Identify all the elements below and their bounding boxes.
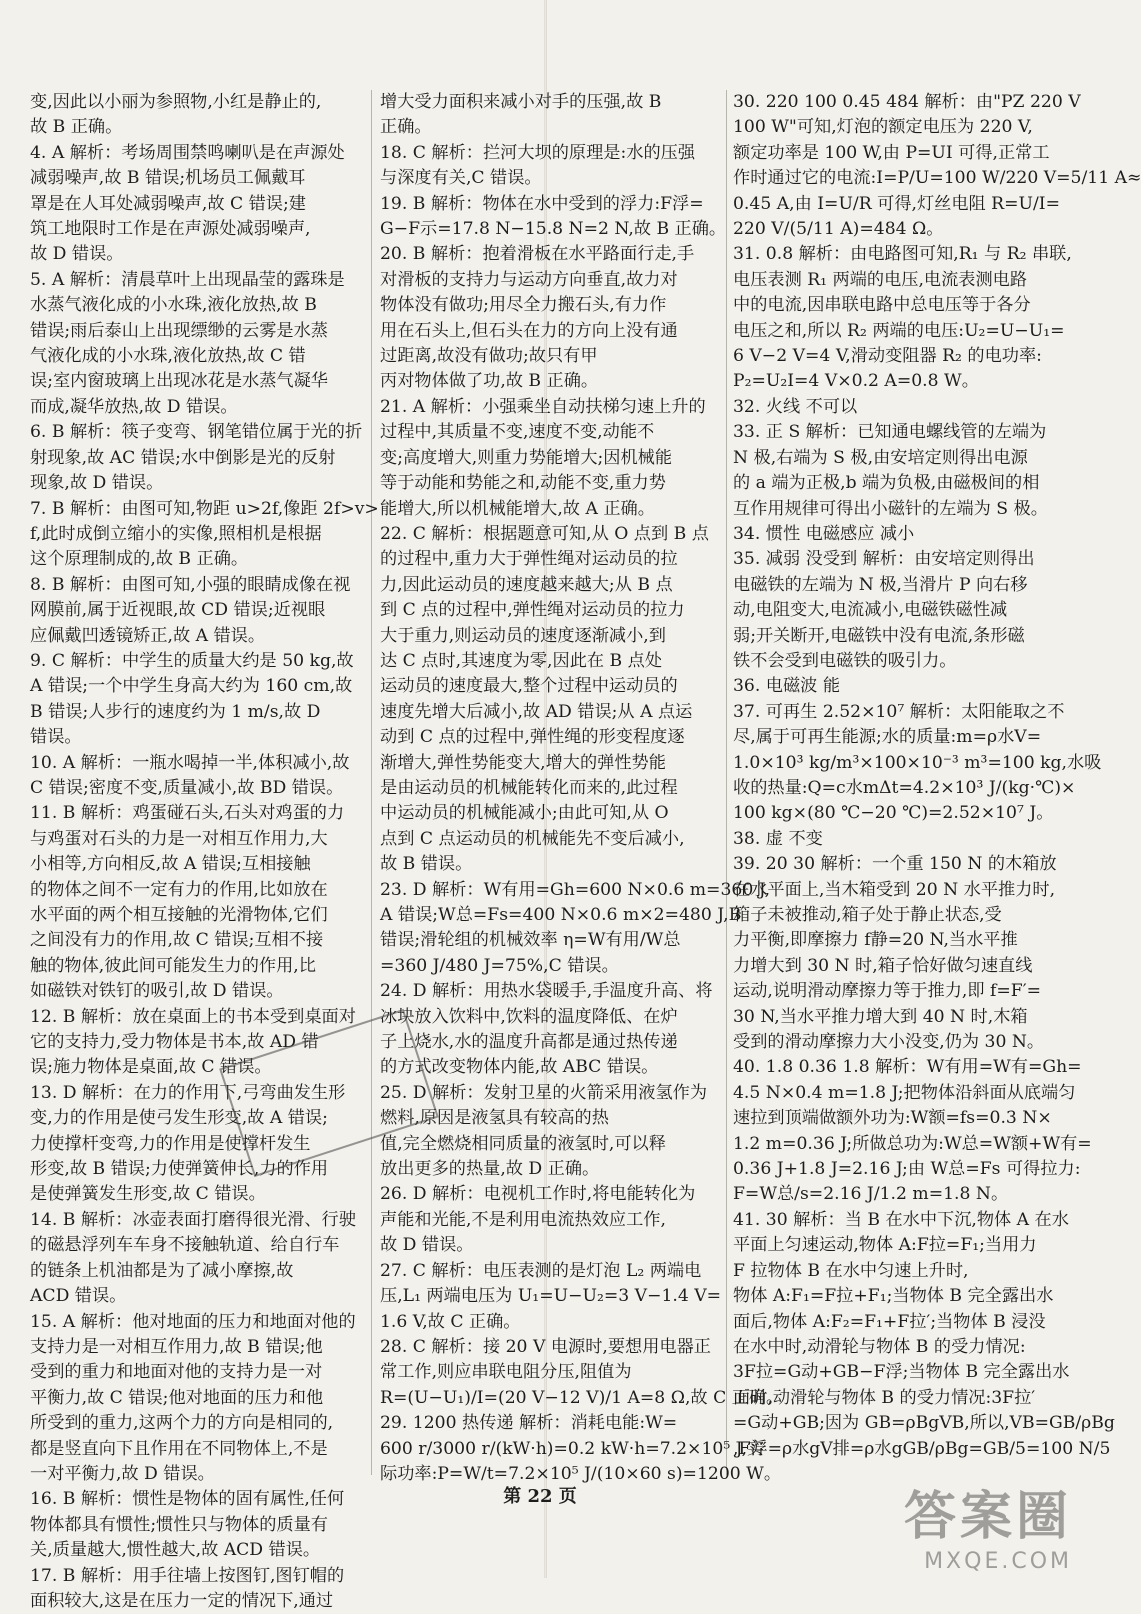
answer-line: 6. B 解析：筷子变弯、钢笔错位属于光的折 <box>30 422 363 443</box>
answer-line: F 拉物体 B 在水中匀速上升时, <box>733 1260 969 1281</box>
answer-line: 17. B 解析：用手往墙上按图钉,图钉帽的 <box>30 1565 345 1586</box>
answer-line: 3F拉=G动+GB−F浮;当物体 B 完全露出水 <box>733 1362 1070 1383</box>
answer-line: 而成,凝华放热,故 D 错误。 <box>30 396 238 417</box>
answer-line: 1.2 m=0.36 J;所做总功为:W总=W额+W有= <box>733 1133 1092 1154</box>
answer-line: 31. 0.8 解析：由电路图可知,R₁ 与 R₂ 串联, <box>733 244 1072 265</box>
answer-line: 铁不会受到电磁铁的吸引力。 <box>733 650 957 671</box>
answer-line: 一对平衡力,故 D 错误。 <box>30 1463 215 1484</box>
answer-line: 受到的滑动摩擦力大小没变,仍为 30 N。 <box>733 1032 1045 1053</box>
answer-line: 14. B 解析：冰壶表面打磨得很光滑、行驶 <box>30 1209 356 1230</box>
answer-line: 37. 可再生 2.52×10⁷ 解析：太阳能取之不 <box>733 701 1065 722</box>
answer-line: 际功率:P=W/t=7.2×10⁵ J/(10×60 s)=1200 W。 <box>380 1463 782 1484</box>
answer-line: 受到的重力和地面对他的支持力是一对 <box>30 1362 323 1383</box>
answer-line: 箱子未被推动,箱子处于静止状态,受 <box>733 905 1002 925</box>
answer-line: 30 N,当水平推力增大到 40 N 时,木箱 <box>733 1006 1028 1027</box>
answer-line: 平衡力,故 C 错误;他对地面的压力和他 <box>30 1387 324 1408</box>
answer-line: 声能和光能,不是利用电流热效应工作, <box>380 1209 666 1230</box>
answer-line: 面时,动滑轮与物体 B 的受力情况:3F拉′ <box>733 1387 1036 1408</box>
answer-line: 等于动能和势能之和,动能不变,重力势 <box>380 473 666 494</box>
answer-line: 减弱噪声,故 B 错误;机场员工佩戴耳 <box>30 168 306 189</box>
answer-line: 力增大到 30 N 时,箱子恰好做匀速直线 <box>733 955 1033 976</box>
answer-line: 6 V−2 V=4 V,滑动变阻器 R₂ 的电功率: <box>733 346 1042 367</box>
answer-line: 物体都具有惯性;惯性只与物体的质量有 <box>30 1514 328 1535</box>
answer-line: 面后,物体 A:F₂=F₁+F拉′;当物体 B 浸没 <box>733 1311 1046 1332</box>
answer-line: 的链条上机油都是为了减小摩擦,故 <box>30 1260 294 1281</box>
answer-line: 点到 C 点运动员的机械能先不变后减小, <box>380 828 685 849</box>
watermark-url: MXQE.COM <box>924 1549 1072 1574</box>
answer-line: 物体 A:F₁=F拉+F₁;当物体 B 完全露出水 <box>733 1286 1054 1307</box>
answer-line: 与鸡蛋对石头的力是一对相互作用力,大 <box>30 828 328 849</box>
answer-line: 100 W"可知,灯泡的额定电压为 220 V, <box>733 117 1033 138</box>
answer-line: 正确。 <box>380 117 432 138</box>
answer-line: 渐增大,弹性势能变大,增大的弹性势能 <box>380 752 666 773</box>
answer-line: 故 B 正确。 <box>30 117 123 138</box>
answer-line: 速拉到顶端做额外功为:W额=fs=0.3 N× <box>733 1108 1052 1129</box>
answer-line: 19. B 解析：物体在水中受到的浮力:F浮= <box>380 193 704 214</box>
answer-line: 力平衡,即摩擦力 f静=20 N,当水平推 <box>733 930 1018 951</box>
answer-line: 5. A 解析：清晨草叶上出现晶莹的露珠是 <box>30 269 345 290</box>
answer-line: 1.0×10³ kg/m³×100×10⁻³ m³=100 kg,水吸 <box>733 752 1102 773</box>
answer-line: 触的物体,彼此间可能发生力的作用,比 <box>30 955 316 976</box>
answer-line: 100 kg×(80 ℃−20 ℃)=2.52×10⁷ J。 <box>733 803 1054 824</box>
answer-line: 气液化成的小水珠,液化放热,故 C 错 <box>30 346 306 367</box>
answer-line: =G动+GB;因为 GB=ρBgVB,所以,VB=GB/ρBg <box>733 1413 1115 1434</box>
answer-line: 12. B 解析：放在桌面上的书本受到桌面对 <box>30 1006 356 1027</box>
answer-line: 11. B 解析：鸡蛋碰石头,石头对鸡蛋的力 <box>30 803 345 824</box>
answer-line: 的 a 端为正极,b 端为负极,由磁极间的相 <box>733 473 1040 494</box>
answer-line: 达 C 点时,其速度为零,因此在 B 点处 <box>380 650 663 671</box>
answer-line: 应佩戴凹透镜矫正,故 A 错误。 <box>30 625 266 646</box>
answer-line: 压,L₁ 两端电压为 U₁=U−U₂=3 V−1.4 V= <box>380 1286 722 1307</box>
answer-line: 形变,故 B 错误;力使弹簧伸长,力的作用 <box>30 1159 329 1180</box>
answer-line: 电压之和,所以 R₂ 两端的电压:U₂=U−U₁= <box>733 320 1065 341</box>
answer-line: 13. D 解析：在力的作用下,弓弯曲发生形 <box>30 1082 346 1103</box>
page-number: 第 22 页 <box>503 1486 577 1507</box>
answer-line: 电压表测 R₁ 两端的电压,电流表测电路 <box>733 269 1028 290</box>
answer-line: 0.45 A,由 I=U/R 可得,灯丝电阻 R=U/I= <box>733 193 1060 214</box>
answer-line: A 错误;W总=Fs=400 N×0.6 m×2=480 J,B <box>380 905 742 925</box>
answer-line: 27. C 解析：电压表测的是灯泡 L₂ 两端电 <box>380 1260 702 1281</box>
answer-line: 4. A 解析：考场周围禁鸣喇叭是在声源处 <box>30 142 345 163</box>
answer-line: 作时通过它的电流:I=P/U=100 W/220 V=5/11 A≈ <box>733 168 1141 189</box>
answer-line: 丙对物体做了功,故 B 正确。 <box>380 371 599 392</box>
answer-line: 16. B 解析：惯性是物体的固有属性,任何 <box>30 1489 345 1510</box>
answer-line: 放出更多的热量,故 D 正确。 <box>380 1159 600 1180</box>
answer-line: 射现象,故 AC 错误;水中倒影是光的反射 <box>30 447 336 468</box>
answer-line: 22. C 解析：根据题意可知,从 O 点到 B 点 <box>380 523 709 544</box>
answer-line: 的方式改变物体内能,故 ABC 错误。 <box>380 1057 659 1078</box>
answer-line: P₂=U₂I=4 V×0.2 A=0.8 W。 <box>733 371 979 392</box>
answer-line: 4.5 N×0.4 m=1.8 J;把物体沿斜面从底端匀 <box>733 1082 1076 1103</box>
answer-line: 的过程中,重力大于弹性绳对运动员的拉 <box>380 549 678 570</box>
answer-line: 增大受力面积来减小对手的压强,故 B <box>380 92 662 112</box>
answer-line: 网膜前,属于近视眼,故 CD 错误;近视眼 <box>30 600 326 621</box>
answer-line: 220 V/(5/11 A)=484 Ω。 <box>733 219 944 240</box>
answer-line: 过程中,其质量不变,速度不变,动能不 <box>380 422 655 443</box>
answer-line: 速度先增大后减小,故 AD 错误;从 A 点运 <box>380 701 693 722</box>
answer-line: 变;高度增大,则重力势能增大;因机械能 <box>380 447 673 468</box>
answer-line: 30. 220 100 0.45 484 解析：由"PZ 220 V <box>733 92 1081 112</box>
answer-line: 8. B 解析：由图可知,小强的眼睛成像在视 <box>30 574 351 595</box>
answer-line: B 错误;人步行的速度约为 1 m/s,故 D <box>30 701 321 722</box>
answer-line: 39. 20 30 解析：一个重 150 N 的木箱放 <box>733 854 1057 875</box>
answer-line: 值,完全燃烧相同质量的液氢时,可以释 <box>380 1133 666 1154</box>
answer-line: 40. 1.8 0.36 1.8 解析：W有用=W有=Gh= <box>733 1057 1082 1078</box>
answer-line: 所受到的重力,这两个力的方向是相同的, <box>30 1413 334 1434</box>
answer-line: A 错误;一个中学生身高大约为 160 cm,故 <box>30 676 353 697</box>
answer-line: 36. 电磁波 能 <box>733 676 841 697</box>
answer-line: 力,因此运动员的速度越来越大;从 B 点 <box>380 574 673 595</box>
answer-line: ,F浮=ρ水gV排=ρ水gGB/ρBg=GB/5=100 N/5 <box>733 1438 1111 1459</box>
answer-line: F=W总/s=2.16 J/1.2 m=1.8 N。 <box>733 1184 1009 1205</box>
answer-line: 筑工地限时工作是在声源处减弱噪声, <box>30 219 311 240</box>
column-divider-left <box>371 90 372 1475</box>
answer-line: R=(U−U₁)/I=(20 V−12 V)/1 A=8 Ω,故 C 正确。 <box>380 1387 784 1408</box>
answer-line: 38. 虚 不变 <box>733 828 823 849</box>
answer-line: 是使弹簧发生形变,故 C 错误。 <box>30 1184 266 1205</box>
answer-line: 34. 惯性 电磁感应 减小 <box>733 523 915 544</box>
answer-line: 过距离,故没有做功;故只有甲 <box>380 346 598 367</box>
answer-line: 9. C 解析：中学生的质量大约是 50 kg,故 <box>30 650 354 671</box>
answer-line: 平面上匀速运动,物体 A:F拉=F₁;当用力 <box>733 1235 1037 1256</box>
answer-line: 与深度有关,C 错误。 <box>380 168 542 189</box>
answer-line: 动到 C 点的过程中,弹性绳的形变程度逐 <box>380 727 685 748</box>
answer-line: 电磁铁的左端为 N 极,当滑片 P 向右移 <box>733 574 1028 595</box>
answer-line: 物体没有做功;用尽全力搬石头,有力作 <box>380 295 667 316</box>
answer-line: N 极,右端为 S 极,由安培定则得出电源 <box>733 447 1028 468</box>
answer-line: 21. A 解析：小强乘坐自动扶梯匀速上升的 <box>380 396 706 417</box>
answer-line: 26. D 解析：电视机工作时,将电能转化为 <box>380 1184 696 1205</box>
site-watermark <box>904 1474 1072 1574</box>
answer-line: 大于重力,则运动员的速度逐渐减小,到 <box>380 625 666 646</box>
answer-line: 关,质量越大,惯性越大,故 ACD 错误。 <box>30 1540 321 1561</box>
answer-line: 24. D 解析：用热水袋暖手,手温度升高、将 <box>380 981 713 1002</box>
answer-line: 运动员的速度最大,整个过程中运动员的 <box>380 676 678 697</box>
answer-line: 错误。 <box>30 727 82 748</box>
answer-line: f,此时成倒立缩小的实像,照相机是根据 <box>30 523 322 544</box>
answer-line: 都是竖直向下且作用在不同物体上,不是 <box>30 1438 328 1459</box>
answer-line: 10. A 解析：一瓶水喝掉一半,体积减小,故 <box>30 752 350 773</box>
answer-line: 罩是在人耳处减弱噪声,故 C 错误;建 <box>30 193 306 214</box>
answer-line: 7. B 解析：由图可知,物距 u>2f,像距 2f>v> <box>30 498 379 519</box>
answer-line: 中运动员的机械能减小;由此可知,从 O <box>380 803 669 824</box>
answer-line: =360 J/480 J=75%,C 错误。 <box>380 955 619 976</box>
answer-line: 误;施力物体是桌面,故 C 错误。 <box>30 1057 272 1078</box>
answer-line: 在水平面上,当木箱受到 20 N 水平推力时, <box>733 879 1056 900</box>
answer-line: 1.6 V,故 C 正确。 <box>380 1311 521 1332</box>
answer-line: ACD 错误。 <box>30 1286 127 1307</box>
answer-line: 600 r/3000 r/(kW·h)=0.2 kW·h=7.2×10⁵ J,实 <box>380 1438 765 1459</box>
answer-line: 是由运动员的机械能转化而来的,此过程 <box>380 777 678 798</box>
answer-line: 它的支持力,受力物体是书本,故 AD 错 <box>30 1032 319 1053</box>
answer-column-3 <box>733 90 1141 1462</box>
answer-line: 水蒸气液化成的小水珠,液化放热,故 B <box>30 295 317 316</box>
answer-line: 动,电阻变大,电流减小,电磁铁磁性减 <box>733 600 1008 621</box>
answer-line: 额定功率是 100 W,由 P=UI 可得,正常工 <box>733 142 1050 163</box>
answer-line: 35. 减弱 没受到 解析：由安培定则得出 <box>733 549 1035 570</box>
answer-line: 现象,故 D 错误。 <box>30 473 164 494</box>
answer-line: 的磁悬浮列车车身不接触轨道、给自行车 <box>30 1235 340 1256</box>
answer-line: 子上烧水,水的温度升高都是通过热传递 <box>380 1032 678 1053</box>
answer-line: 15. A 解析：他对地面的压力和地面对他的 <box>30 1311 356 1332</box>
answer-line: 冰块放入饮料中,饮料的温度降低、在炉 <box>380 1006 678 1027</box>
answer-line: 中的电流,因串联电路中总电压等于各分 <box>733 295 1031 316</box>
answer-line: 支持力是一对相互作用力,故 B 错误;他 <box>30 1336 323 1357</box>
answer-line: 收的热量:Q=c水mΔt=4.2×10³ J/(kg·℃)× <box>733 777 1076 798</box>
answer-line: C 错误;密度不变,质量减小,故 BD 错误。 <box>30 777 344 798</box>
answer-line: 32. 火线 不可以 <box>733 396 858 417</box>
answer-line: 41. 30 解析：当 B 在水中下沉,物体 A 在水 <box>733 1209 1069 1230</box>
answer-line: 燃料,原因是液氢具有较高的热 <box>380 1108 609 1129</box>
column-divider-right <box>726 90 727 1475</box>
answer-line: 错误;滑轮组的机械效率 η=W有用/W总 <box>380 930 681 951</box>
answer-line: 运动,说明滑动摩擦力等于推力,即 f=F′= <box>733 981 1042 1002</box>
answer-line: 29. 1200 热传递 解析：消耗电能:W= <box>380 1413 678 1434</box>
answer-line: 常工作,则应串联电阻分压,阻值为 <box>380 1362 632 1383</box>
answer-line: 20. B 解析：抱着滑板在水平路面行走,手 <box>380 244 695 265</box>
answer-line: 33. 正 S 解析：已知通电螺线管的左端为 <box>733 422 1047 443</box>
answer-line: 故 B 错误。 <box>380 854 473 875</box>
answer-line: 28. C 解析：接 20 V 电源时,要想用电器正 <box>380 1336 711 1357</box>
answer-line: 互作用规律可得出小磁针的左端为 S 极。 <box>733 498 1048 519</box>
answer-line: 弱;开关断开,电磁铁中没有电流,条形磁 <box>733 625 1025 646</box>
answer-line: 0.36 J+1.8 J=2.16 J;由 W总=Fs 可得拉力: <box>733 1159 1081 1180</box>
answer-line: 在水中时,动滑轮与物体 B 的受力情况: <box>733 1336 1026 1357</box>
answer-column-1 <box>30 90 379 1614</box>
answer-line: 面积较大,这是在压力一定的情况下,通过 <box>30 1590 334 1611</box>
answer-line: 用在石头上,但石头在力的方向上没有通 <box>380 320 678 341</box>
answer-line: 尽,属于可再生能源;水的质量:m=ρ水V= <box>733 727 1042 748</box>
answer-line: 变,力的作用是使弓发生形变,故 A 错误; <box>30 1108 328 1129</box>
answer-line: 18. C 解析：拦河大坝的原理是:水的压强 <box>380 142 696 163</box>
answer-line: 的物体之间不一定有力的作用,比如放在 <box>30 879 328 900</box>
answer-line: 误;室内窗玻璃上出现冰花是水蒸气凝华 <box>30 371 328 392</box>
answer-line: 到 C 点的过程中,弹性绳对运动员的拉力 <box>380 600 685 621</box>
answer-line: 对滑板的支持力与运动方向垂直,故力对 <box>380 269 678 290</box>
answer-line: 23. D 解析：W有用=Gh=600 N×0.6 m=360 J, <box>380 879 771 900</box>
answer-line: 能增大,所以机械能增大,故 A 正确。 <box>380 498 655 519</box>
answer-line: 故 D 错误。 <box>30 244 124 265</box>
answer-line: 小相等,方向相反,故 A 错误;互相接触 <box>30 854 311 875</box>
answer-line: 之间没有力的作用,故 C 错误;互相不接 <box>30 930 324 951</box>
answer-line: 变,因此以小丽为参照物,小红是静止的, <box>30 92 322 112</box>
answer-line: 这个原理制成的,故 B 正确。 <box>30 549 249 570</box>
watermark-logo: 答案圈 <box>903 1487 1072 1547</box>
answer-line: G−F示=17.8 N−15.8 N=2 N,故 B 正确。 <box>380 219 727 240</box>
answer-line: 力使撑杆变弯,力的作用是使撑杆发生 <box>30 1133 311 1154</box>
answer-line: 如磁铁对铁钉的吸引,故 D 错误。 <box>30 981 284 1002</box>
answer-line: 故 D 错误。 <box>380 1235 474 1256</box>
answer-line: 错误;雨后泰山上出现缥缈的云雾是水蒸 <box>30 320 328 341</box>
answer-line: 25. D 解析：发射卫星的火箭采用液氢作为 <box>380 1082 708 1103</box>
answer-line: 水平面的两个相互接触的光滑物体,它们 <box>30 905 328 925</box>
